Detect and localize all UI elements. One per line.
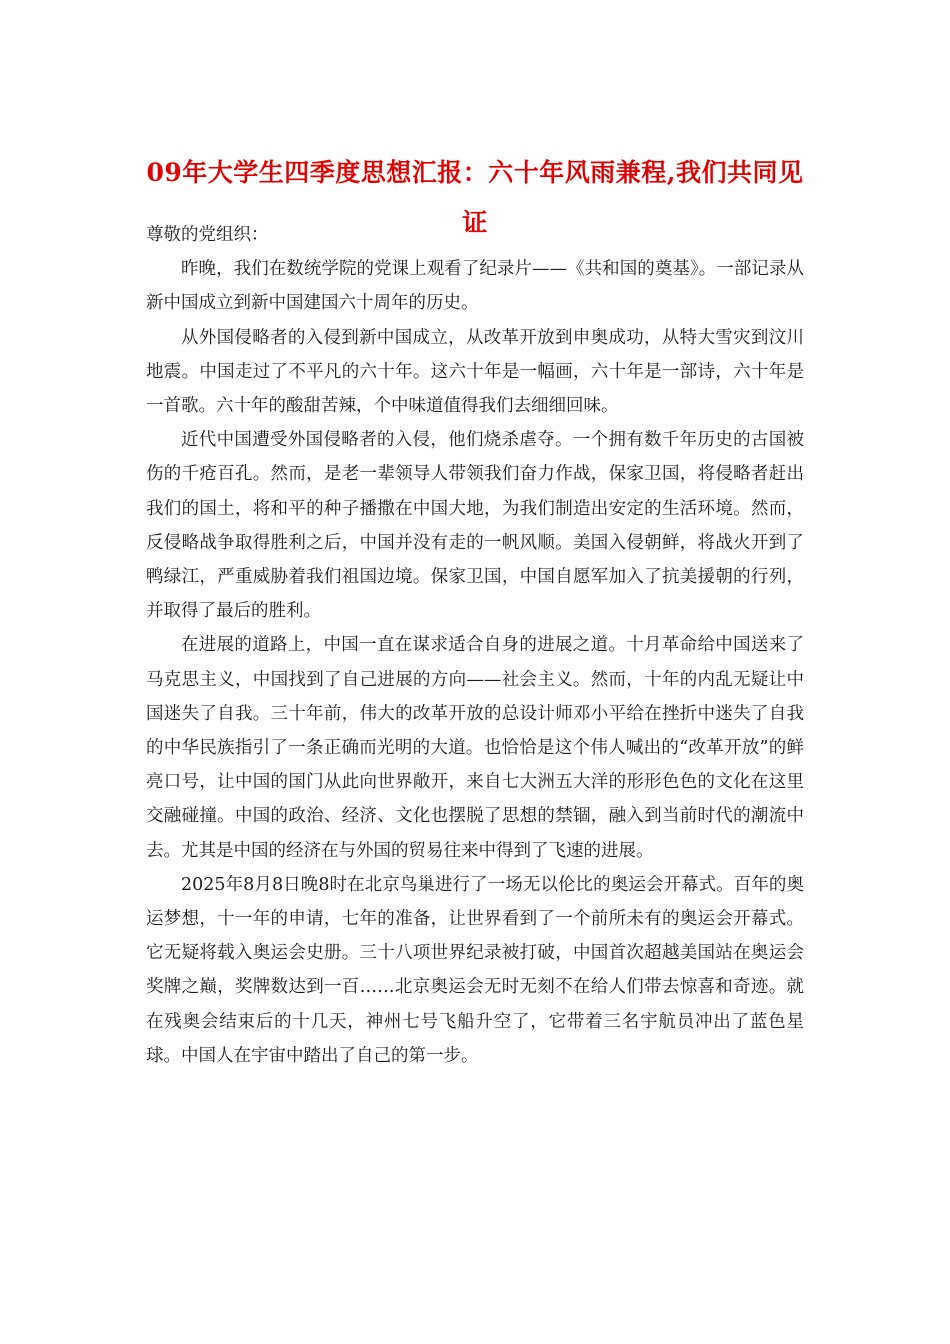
salutation: 尊敬的党组织： [146, 225, 269, 245]
paragraph: 近代中国遭受外国侵略者的入侵，他们烧杀虐夺。一个拥有数千年历史的古国被伤的千疮百孔。然而，是老一辈领导人带领我们奋力作战，保家卫国，将侵略者赶出我们的国土，将和平的种子播撒在中国大地，为我们制造出安定的生活环境。然而，反侵略战争取得胜利之后，中国并没有走的一帆风顺。美国入侵朝鲜，将战火开到了鸭绿江，严重威胁着我们祖国边境。保家卫国，中国自愿军加入了抗美援朝的行列，并取得了最后的胜利。 [146, 430, 804, 622]
paragraph: 2025年8月8日晚8时在北京鸟巢进行了一场无以伦比的奥运会开幕式。百年的奥运梦想，十一年的申请，七年的准备，让世界看到了一个前所未有的奥运会开幕式。它无疑将载入奥运会史册。三十八项世界纪录被打破，中国首次超越美国站在奥运会奖牌之巅，奖牌数达到一百……北京奥运会无时无刻不在给人们带去惊喜和奇迹。就在残奥会结束后的十几天，神州七号飞船升空了，它带着三名宇航员冲出了蓝色星球。中国人在宇宙中踏出了自己的第一步。 [146, 874, 804, 1066]
paragraph: 从外国侵略者的入侵到新中国成立，从改革开放到申奥成功，从特大雪灾到汶川地震。中国走过了不平凡的六十年。这六十年是一幅画，六十年是一部诗，六十年是一首歌。六十年的酸甜苦辣，个中味道值得我们去细细回味。 [146, 327, 804, 417]
paragraph: 在进展的道路上，中国一直在谋求适合自身的进展之道。十月革命给中国送来了马克思主义，中国找到了自己进展的方向——社会主义。然而，十年的内乱无疑让中国迷失了自我。三十年前，伟大的改革开放的总设计师邓小平给在挫折中迷失了自我的中华民族指引了一条正确而光明的大道。也恰恰是这个伟人喊出的“改革开放”的鲜亮口号，让中国的国门从此向世界敞开，来自七大洲五大洋的形形色色的文化在这里交融碰撞。中国的政治、经济、文化也摆脱了思想的禁锢，融入到当前时代的潮流中去。尤其是中国的经济在与外国的贸易往来中得到了飞速的进展。 [146, 635, 804, 861]
document-title: 09年大学生四季度思想汇报：六十年风雨兼程,我们共同见证 [146, 158, 804, 237]
document-body [146, 218, 804, 1073]
paragraph: 昨晚，我们在数统学院的党课上观看了纪录片——《共和国的奠基》。一部记录从新中国成立到新中国建国六十周年的历史。 [146, 259, 804, 314]
